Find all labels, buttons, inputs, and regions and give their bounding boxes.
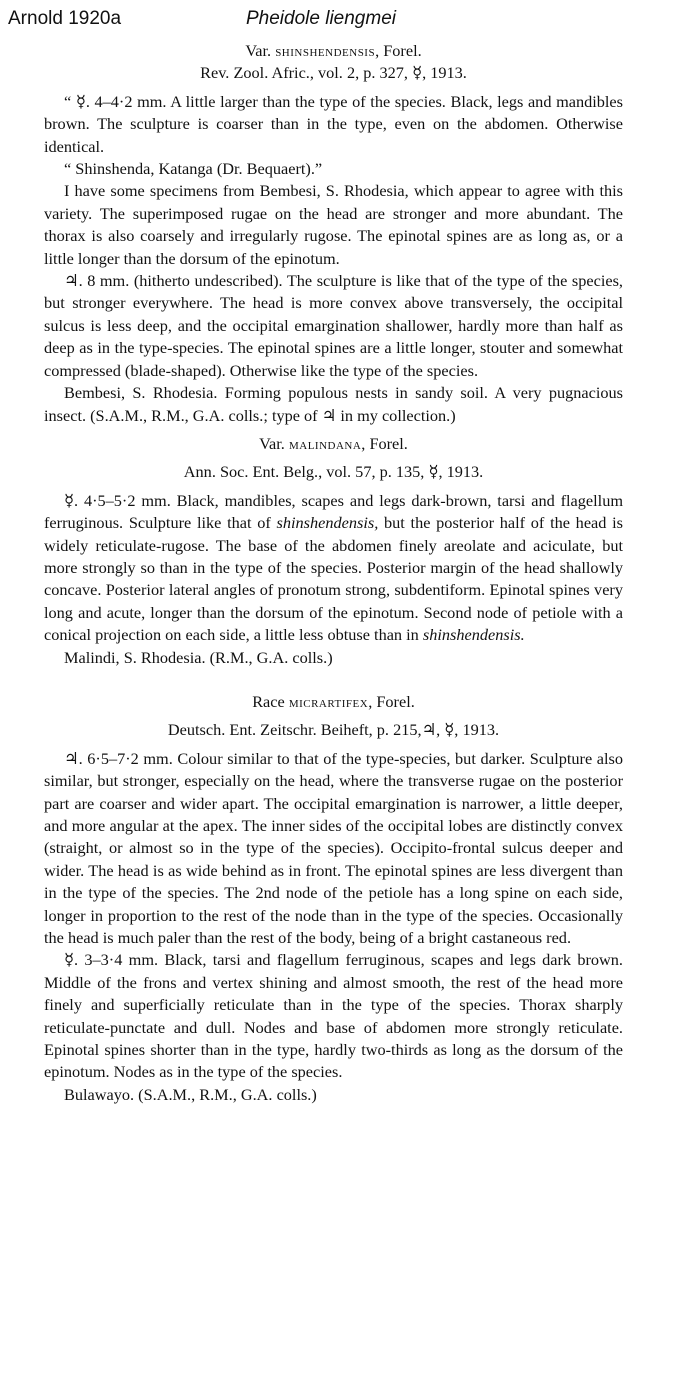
- variety-name: shinshendensis: [275, 41, 376, 60]
- paragraph: Malindi, S. Rhodesia. (R.M., G.A. colls.): [64, 647, 333, 667]
- heading-author: , Forel.: [368, 691, 415, 711]
- section-heading: [44, 40, 623, 62]
- paragraph: ☿. 3–3·4 mm. Black, tarsi and flagellum ferruginous, scapes and legs dark brown. Middle of the frons and vertex shining and almost smooth, the rest of the head more finely and superficially reticulate than in the type of the species. Thorax sharply reticulate-punctate and dull. Nodes and base of abdomen more strongly reticulate. Epinotal spines shorter than in the type, hardly two-thirds as long as the dorsum of the epinotum. Nodes as in the type of the species.: [44, 950, 623, 1082]
- variety-name: malindana: [288, 433, 362, 453]
- heading-prefix: Var.: [245, 41, 272, 60]
- race-name: micrartifex: [288, 691, 369, 711]
- text-run: but the posterior half of the head is widely reticulate-rugose. The base of the abdomen finely areolate and aciculate, but more strongly so than in the type of the species. Posterior margin of the head shallowly concave. Posterior lateral angles of pronotum strong, subdentiform. Epinotal spines very long and acute, longer than the dorsum of the epinotum. Second node of petiole with a conical projection on each side, a little less obtuse than in: [44, 513, 623, 645]
- italic-name: shinshendensis,: [276, 513, 379, 533]
- paragraph: “ Shinshenda, Katanga (Dr. Bequaert).”: [64, 159, 323, 179]
- heading-author: , Forel.: [375, 41, 422, 60]
- paragraph: “ ☿. 4–4·2 mm. A little larger than the type of the species. Black, legs and mandibles brown. The sculpture is coarser than in the type, even on the abdomen. Otherwise identical.: [44, 91, 623, 156]
- paragraph: Bulawayo. (S.A.M., R.M., G.A. colls.): [64, 1084, 317, 1104]
- taxon-title: Pheidole liengmei: [246, 8, 396, 29]
- paragraph: [44, 490, 623, 647]
- italic-name: shinshendensis.: [422, 625, 525, 645]
- document-body: [44, 40, 623, 1106]
- reference-line: Rev. Zool. Afric., vol. 2, p. 327, ☿, 1913.: [200, 63, 467, 83]
- heading-prefix: Var.: [259, 433, 285, 453]
- section-heading: [44, 433, 623, 455]
- text-run: ☿. 4·5–5·2 mm. Black, mandibles, scapes and legs dark-brown, tarsi and flagellum ferruginous. Sculpture like that of: [44, 490, 623, 533]
- heading-prefix: Race: [252, 691, 285, 711]
- citation-label: Arnold 1920a: [8, 8, 122, 29]
- paragraph: Bembesi, S. Rhodesia. Forming populous nests in sandy soil. A very pugnacious insect. (S.A.M., R.M., G.A. colls.; type of ♃ in my collection.): [44, 383, 623, 425]
- reference-line: Ann. Soc. Ent. Belg., vol. 57, p. 135, ☿, 1913.: [183, 462, 484, 482]
- paragraph: I have some specimens from Bembesi, S. Rhodesia, which appear to agree with this variety. The superimposed rugae on the head are stronger and more abundant. The thorax is also coarsely and irregularly rugose. The epinotal spines are as long as, or a little longer than the dorsum of the epinotum.: [44, 181, 623, 268]
- reference-line: Deutsch. Ent. Zeitschr. Beiheft, p. 215,♃, ☿, 1913.: [167, 720, 500, 740]
- paragraph: ♃. 6·5–7·2 mm. Colour similar to that of the type-species, but darker. Sculpture also similar, but stronger, especially on the head, where the transverse rugae on the posterior part are coarser and wider apart. The occipital emargination is narrower, a little deeper, and more angular at the apex. The inner sides of the occipital lobes are distinctly convex (straight, or almost so in the type of the species). Occipito-frontal sulcus deeper and wider. The head is as wide behind as in front. The epinotal spines are less divergent than in the type of the species. The 2nd node of the petiole has a long spine on each side, longer in proportion to the rest of the node than in the type of the species. Occasionally the head is much paler than the rest of the body, being of a bright castaneous red.: [44, 748, 623, 948]
- heading-author: , Forel.: [361, 433, 408, 453]
- section-heading: [44, 691, 623, 713]
- paragraph: ♃. 8 mm. (hitherto undescribed). The sculpture is like that of the type of the species, but stronger everywhere. The head is more convex above transversely, the occipital sulcus is less deep, and the occipital emargination shallower, hardly more than half as deep as in the type-species. The epinotal spines are a little longer, stouter and somewhat compressed (blade-shaped). Otherwise like the type of the species.: [44, 271, 623, 380]
